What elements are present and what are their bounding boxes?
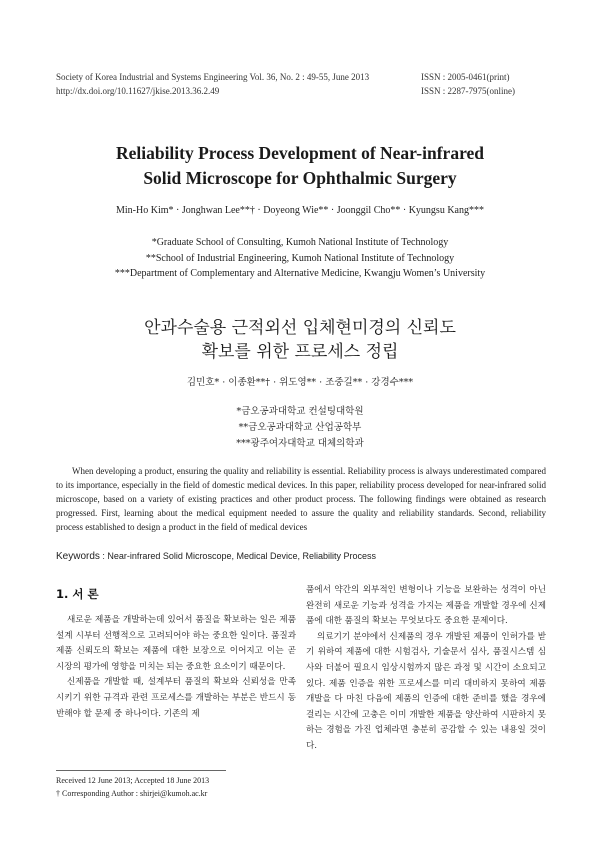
issn-print: ISSN : 2005-0461(print) bbox=[421, 72, 510, 82]
authors-korean: 김민호* · 이종환**† · 위도영** · 조중길** · 강경수*** bbox=[186, 377, 414, 388]
section-heading-introduction: 1. 서 론 bbox=[56, 587, 99, 601]
korean-affiliation-3: ***광주여자대학교 대체의학과 bbox=[236, 438, 364, 449]
affiliations-korean bbox=[0, 404, 600, 452]
authors-english: Min-Ho Kim* · Jonghwan Lee**† · Doyeong Wie** · Joonggil Cho** · Kyungsu Kang*** bbox=[116, 205, 484, 216]
korean-title-line-1: 안과수술용 근적외선 입체현미경의 신뢰도 bbox=[144, 318, 456, 338]
doi-link[interactable]: http://dx.doi.org/10.11627/jkise.2013.36.2.49 bbox=[56, 86, 220, 96]
abstract: When developing a product, ensuring the quality and reliability is essential. Reliability process is always underestimated compared to its importance, especially in the field of domestic medical devices. In this paper, reliability process developed for near-infrared solid microscope, based on a variety of existing practices and other product process. The following findings were obtained as research progressed. First, learning about the medical equipment needed to assure the quality and reliability standards. Second, reliability process established to design a product in the field of medical devices bbox=[56, 466, 546, 532]
korean-affiliation-2: **금오공과대학교 산업공학부 bbox=[238, 422, 362, 433]
body-paragraph: 의료기기 분야에서 신제품의 경우 개발된 제품이 인허가를 받기 위하여 제품에 대한 시험검사, 기술문서 심사, 품질시스템 심사와 더불어 필요시 임상시험까지 많은 과정 및 시간이 소요되고 있다. 제품 인증을 위한 프로세스를 미리 대비하지 못하여 제품개발을 다 마친 다음에 제품의 인증에 대한 준비를 했을 경우에 걸리는 시간에 고충은 이미 개발한 제품을 양산하여 시판하지 못하는 경험을 가진 업체라면 충분히 공감할 수 있는 내용일 것이다. bbox=[306, 631, 546, 751]
body-column-left bbox=[56, 585, 296, 722]
title-line-1: Reliability Process Development of Near-infrared bbox=[115, 143, 485, 163]
journal-header bbox=[56, 70, 546, 98]
journal-citation: Society of Korea Industrial and Systems Engineering Vol. 36, No. 2 : 49-55, June 2013 bbox=[56, 72, 370, 82]
korean-title-line-2: 확보를 위한 프로세스 정립 bbox=[201, 342, 399, 362]
affiliation-2: **School of Industrial Engineering, Kumoh National Institute of Technology bbox=[145, 252, 455, 264]
keywords-label: Keywords bbox=[56, 551, 100, 562]
affiliation-3: ***Department of Complementary and Alternative Medicine, Kwangju Women’s University bbox=[114, 268, 486, 279]
paper-title-korean bbox=[0, 316, 600, 364]
korean-affiliation-1: *금오공과대학교 컨설팅대학원 bbox=[236, 406, 364, 417]
corresponding-author: † Corresponding Author : shirjei@kumoh.ac.kr bbox=[56, 788, 208, 798]
keywords bbox=[56, 551, 546, 562]
body-paragraph: 품에서 약간의 외부적인 변형이나 기능을 보완하는 성격이 아닌 완전히 새로운 기능과 성격을 가지는 제품을 개발할 경우에 신제품에 대한 품질의 확보는 무엇보다도 중요한 문제이다. bbox=[306, 585, 546, 627]
affiliations-english bbox=[0, 235, 600, 282]
body-paragraph: 새로운 제품을 개발하는데 있어서 품질을 확보하는 일은 제품설계 시부터 선행적으로 고려되어야 하는 중요한 일이다. 품질과 제품 신뢰도의 확보는 제품에 대한 보장으로 이어지고 이는 곧 시장의 평가에 영향을 미치는 되는 중요한 요소이기 때문이다. bbox=[56, 615, 296, 672]
title-line-2: Solid Microscope for Ophthalmic Surgery bbox=[143, 168, 457, 188]
body-paragraph: 신제품을 개발할 때, 설계부터 품질의 확보와 신뢰성을 만족시키기 위한 규격과 관련 프로세스를 개발하는 부분은 반드시 동반해야 할 문제 중 하나이다. 기존의 제 bbox=[56, 677, 296, 719]
paper-title-english bbox=[0, 141, 600, 191]
body-column-right bbox=[306, 583, 546, 755]
footnote-divider bbox=[56, 770, 226, 771]
keywords-text: : Near-infrared Solid Microscope, Medical Device, Reliability Process bbox=[99, 551, 377, 561]
affiliation-1: *Graduate School of Consulting, Kumoh National Institute of Technology bbox=[151, 237, 449, 248]
issn-online: ISSN : 2287-7975(online) bbox=[421, 86, 515, 96]
footnotes bbox=[56, 770, 236, 800]
received-date: Received 12 June 2013; Accepted 18 June 2013 bbox=[56, 776, 210, 785]
